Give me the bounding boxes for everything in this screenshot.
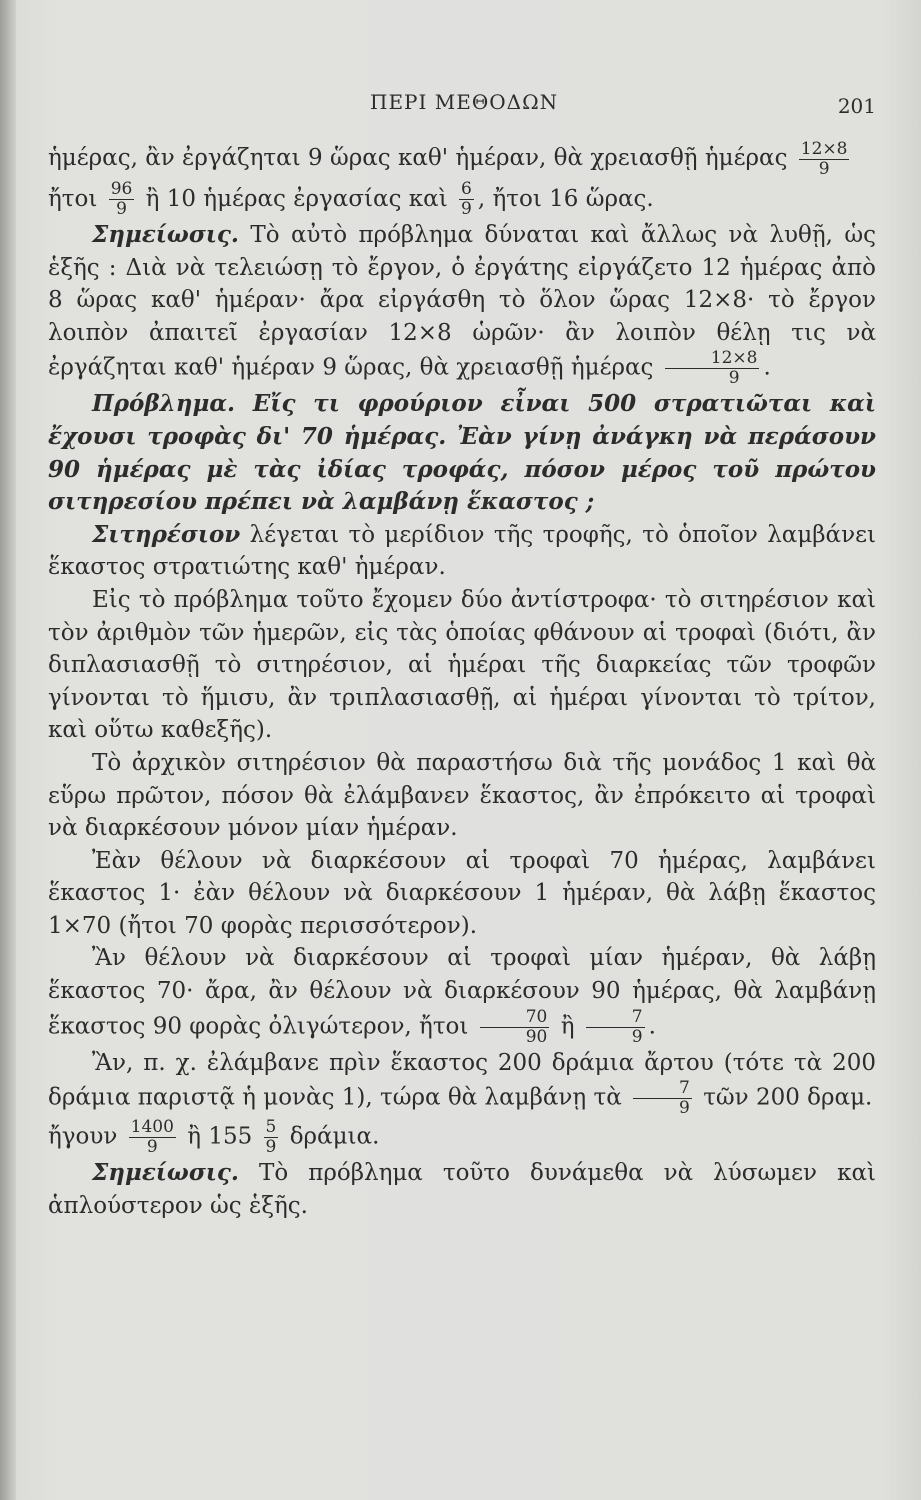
page-header: [0, 86, 921, 126]
note-text: Τὸ αὐτὸ πρόβλημα δύναται καὶ ἄλλως νὰ λυθῇ, ὡς ἑξῆς : Διὰ νὰ τελειώσῃ τὸ ἔργον, ὁ ἐργάτης εἰργάζετο 12 ἡμέρας ἀπὸ 8 ὥρας καθ' ἡμέραν· ἄρα εἰργάσθη τὸ ὅλον ὥρας 12×8· τὸ ἔργον λοιπὸν ἀπαιτεῖ ἐργασίαν 12×8 ὡρῶν· ἂν λοιπὸν θέλῃ τις νὰ ἐργάζηται καθ' ἡμέραν 9 ὥρας, θὰ χρειασθῇ ἡμέρας: [48, 222, 877, 381]
running-title: ΠΕΡΙ ΜΕΘΟΔΩΝ: [370, 90, 559, 114]
problem-heading: Πρόβλημα.: [92, 390, 236, 418]
fraction-numerator: 12×8: [665, 349, 760, 369]
note-heading: Σημείωσις.: [92, 1159, 239, 1187]
note-heading: Σημείωσις.: [92, 221, 239, 248]
fraction-numerator: 5: [265, 1117, 277, 1138]
fraction-denominator: 90: [525, 1026, 548, 1047]
fraction-denominator: 9: [265, 1137, 277, 1158]
fraction: [799, 140, 850, 179]
fraction-denominator: 9: [679, 1098, 690, 1119]
initial-ration-paragraph: Τὸ ἀρχικὸν σιτηρέσιον θὰ παραστήσω διὰ τῆς μονάδος 1 καὶ θὰ εὕρω πρῶτον, πόσον θὰ ἐλάμβανεν ἕκαστος, ἂν ἐπρόκειτο αἱ τροφαὶ νὰ διαρκέσουν μόνον μίαν ἡμέραν.: [48, 749, 876, 842]
fraction-denominator: 9: [631, 1026, 643, 1047]
problem-paragraph: [48, 388, 876, 518]
paragraph-continued-2: [48, 179, 876, 220]
fraction-numerator: 1400: [130, 1117, 174, 1138]
text-segment: .: [763, 354, 771, 381]
grams-paragraph: [48, 1047, 876, 1119]
fraction-numerator: 6: [461, 179, 472, 199]
text-segment: δράμια.: [289, 1123, 380, 1150]
text-segment: Ἂν, π. χ. ἐλάμβανε πρὶν ἕκαστος 200 δράμια ἄρτου (τότε τὰ 200 δράμια παριστᾷ ἡ μονὰς 1), τώρα θὰ λαμβάνῃ τὰ: [48, 1049, 876, 1111]
note-paragraph-2: [48, 1157, 876, 1222]
fraction: [586, 1008, 645, 1047]
fraction-denominator: 9: [728, 368, 740, 389]
definition-text: λέγεται τὸ μερίδιον τῆς τροφῆς, τὸ ὁποῖον λαμβάνει ἕκαστος στρατιώτης καθ' ἡμέραν.: [48, 521, 877, 581]
fraction: [480, 1008, 550, 1047]
ninety-days-paragraph: [48, 942, 876, 1046]
fraction: [109, 180, 135, 219]
definition-term: Σιτηρέσιον: [92, 520, 241, 548]
fraction-denominator: 9: [146, 1137, 158, 1158]
inverse-paragraph: Εἰς τὸ πρόβλημα τοῦτο ἔχομεν δύο ἀντίστροφα· τὸ σιτηρέσιον καὶ τὸν ἀριθμὸν τῶν ἡμερῶν, εἰς τὰς ὁποίας φθάνουν αἱ τροφαὶ (διότι, ἂν διπλασιασθῇ τὸ σιτηρέσιον, αἱ ἡμέραι τῆς διαρκείας τῶν τροφῶν γίνονται τὸ ἥμισυ, ἂν τριπλασιασθῇ, αἱ ἡμέραι γίνονται τὸ τρίτον, καὶ οὕτω καθεξῆς).: [48, 586, 876, 744]
fraction-numerator: 7: [633, 1079, 692, 1099]
text-segment: τῶν 200 δραμ.: [703, 1084, 873, 1111]
note-paragraph: [48, 219, 876, 388]
fraction-numerator: 7: [586, 1008, 645, 1028]
fraction: [665, 349, 760, 388]
paragraph-continued: [48, 138, 876, 179]
text-segment: Ἂν θέλουν νὰ διαρκέσουν αἱ τροφαὶ μίαν ἡμέραν, θὰ λάβῃ ἕκαστος 70· ἄρα, ἂν θέλουν νὰ διαρκέσουν 90 ἡμέρας, θὰ λαμβάνῃ ἕκαστος 90 φορὰς ὀλιγώτερον, ἤτοι: [48, 945, 876, 1040]
page-body: [48, 138, 876, 1222]
seventy-days-paragraph: Ἐὰν θέλουν νὰ διαρκέσουν αἱ τροφαὶ 70 ἡμέρας, λαμβάνει ἕκαστος 1· ἐὰν θέλουν νὰ διαρκέσουν 1 ἡμέραν, θὰ λάβῃ ἕκαστος 1×70 (ἤτοι 70 φορὰς περισσότερον).: [48, 847, 876, 939]
text-segment: ἢ 155: [187, 1123, 253, 1150]
fraction-numerator: 70: [480, 1008, 550, 1028]
text-segment: .: [648, 1013, 656, 1040]
problem-text: Εἴς τι φρούριον εἶναι 500 στρατιῶται καὶ ἔχουσι τροφὰς δι' 70 ἡμέρας. Ἐὰν γίνῃ ἀνάγκη νὰ περάσουν 90 ἡμέρας μὲ τὰς ἰδίας τροφάς, πόσον μέρος τοῦ πρώτου σιτηρεσίου πρέπει νὰ λαμβάνῃ ἕκαστος ;: [48, 390, 876, 516]
page-spine-shadow: [0, 0, 16, 1500]
definition-paragraph: [48, 519, 876, 584]
fraction-numerator: 96: [110, 179, 133, 199]
fraction: [264, 1118, 279, 1157]
result-line: [48, 1118, 876, 1157]
fraction-denominator: 9: [818, 158, 830, 179]
fraction-denominator: 9: [116, 199, 127, 219]
fraction-numerator: 12×8: [800, 138, 848, 159]
text-segment: ἢ: [560, 1013, 575, 1040]
note-text: Τὸ πρόβλημα τοῦτο δυνάμεθα νὰ λύσωμεν καὶ ἁπλούστερον ὡς ἑξῆς.: [48, 1160, 877, 1219]
text-line: ἡμέρας, ἂν ἐργάζηται 9 ὥρας καθ' ἡμέραν, θὰ χρειασθῇ ἡμέρας: [48, 145, 788, 171]
fraction: [459, 180, 474, 219]
page-number: 201: [837, 94, 876, 118]
text-segment: ἢ 10 ἡμέρας ἐργασίας καὶ: [145, 185, 448, 212]
fraction: [129, 1118, 176, 1157]
fraction-denominator: 9: [461, 199, 472, 219]
fraction: [633, 1079, 692, 1118]
text-segment: ἤγουν: [48, 1123, 118, 1150]
text-segment: , ἤτοι 16 ὥρας.: [477, 185, 654, 212]
text-segment: ἤτοι: [48, 185, 98, 212]
